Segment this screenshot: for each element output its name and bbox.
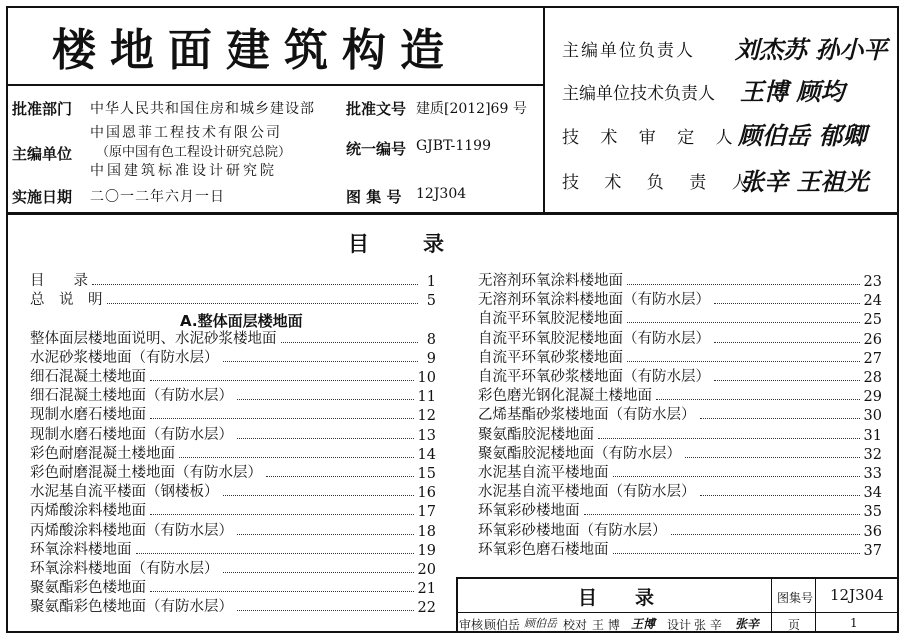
toc-entry-page: 23	[863, 274, 882, 290]
toc-entry[interactable]	[478, 540, 882, 559]
toc-leader-dots	[656, 399, 860, 400]
toc-entry[interactable]	[30, 482, 436, 501]
title-block-page-label: 页	[788, 618, 801, 632]
toc-entry[interactable]	[478, 271, 882, 290]
toc-entry-title: 乙烯基酯砂浆楼地面（有防水层）	[478, 407, 696, 424]
sig-names-4: 张辛 王祖光	[740, 167, 869, 196]
toc-entry-title: 自流平环氧砂浆楼地面	[478, 349, 623, 366]
toc-entry-title: 聚氨酯胶泥楼地面（有防水层）	[478, 445, 681, 462]
toc-entry-page: 19	[417, 542, 436, 559]
toc-entry-title: 彩色耐磨混凝土楼地面（有防水层）	[30, 465, 262, 481]
editor-line2: （原中国有色工程设计研究总院）	[96, 145, 292, 160]
toc-entry[interactable]	[30, 348, 436, 367]
approval-no: 建质[2012]69 号	[416, 101, 527, 117]
toc-entry-title: 水泥砂浆楼地面（有防水层）	[30, 349, 219, 366]
title-block-title: 目 录	[578, 587, 655, 609]
toc-leader-dots	[150, 380, 414, 381]
toc-leader-dots	[714, 303, 860, 304]
unified-no-label: 统一编号	[346, 140, 407, 158]
toc-leader-dots	[237, 534, 414, 535]
toc-entry-page: 20	[417, 562, 436, 578]
toc-entry-title: 细石混凝土楼地面	[30, 369, 146, 385]
toc-entry-page: 34	[863, 485, 882, 502]
designer-signature: 张辛	[735, 617, 760, 631]
toc-entry-page: 32	[863, 446, 882, 463]
header-vertical-divider	[543, 6, 545, 214]
toc-entry-page: 16	[417, 485, 436, 502]
toc-entry-title: 聚氨酯彩色楼地面	[30, 580, 146, 597]
toc-entry[interactable]	[478, 386, 882, 405]
toc-entry-page: 1	[426, 274, 436, 290]
toc-leader-dots	[714, 342, 860, 343]
title-block-top	[456, 577, 899, 579]
toc-entry-title: 目 录	[30, 273, 88, 289]
sig-names-3: 顾伯岳 郁卿	[738, 121, 867, 150]
toc-entry-title: 无溶剂环氧涂料楼地面（有防水层）	[478, 292, 710, 309]
toc-entry[interactable]	[30, 597, 436, 616]
toc-entry-title: 现制水磨石楼地面	[30, 407, 146, 424]
review-label: 审核	[459, 618, 484, 632]
toc-entry[interactable]	[30, 444, 436, 463]
toc-entry-page: 25	[863, 312, 882, 329]
toc-entry-title: 环氧涂料楼地面	[30, 541, 132, 558]
sig-role-3: 技 术 审 定 人	[562, 128, 735, 148]
toc-entry-title: 自流平环氧砂浆楼地面（有防水层）	[478, 369, 710, 385]
toc-entry-page: 37	[863, 542, 882, 559]
toc-entry[interactable]	[478, 425, 882, 444]
toc-entry[interactable]	[30, 386, 436, 405]
approval-dept: 中华人民共和国住房和城乡建设部	[90, 101, 315, 117]
toc-entry-title: 环氧彩色磨石楼地面	[478, 541, 609, 558]
toc-entry[interactable]	[30, 540, 436, 559]
toc-leader-dots	[237, 399, 414, 400]
toc-entry[interactable]	[30, 405, 436, 424]
toc-entry-title: 环氧彩砂楼地面	[478, 503, 580, 520]
title-block-div2	[815, 577, 816, 633]
sig-role-4: 技 术 负 责 人	[562, 173, 751, 193]
toc-entry[interactable]	[478, 405, 882, 424]
toc-entry[interactable]	[30, 521, 436, 540]
toc-leader-dots	[613, 476, 860, 477]
title-block-left	[456, 577, 458, 633]
toc-entry-page: 29	[863, 389, 882, 406]
checker: 王 博	[592, 618, 620, 632]
toc-leader-dots	[237, 438, 414, 439]
sig-role-2: 主编单位技术负责人	[562, 84, 715, 104]
toc-leader-dots	[584, 514, 860, 515]
approval-no-label: 批准文号	[346, 100, 407, 118]
toc-leader-dots	[223, 495, 414, 496]
toc-leader-dots	[223, 572, 414, 573]
title-underline	[6, 84, 544, 86]
toc-entry[interactable]	[478, 309, 882, 328]
toc-entry-title: 现制水磨石楼地面（有防水层）	[30, 426, 233, 443]
toc-entry[interactable]	[478, 290, 882, 309]
toc-entry[interactable]	[478, 463, 882, 482]
toc-entry[interactable]	[30, 329, 436, 348]
toc-leader-dots	[714, 380, 860, 381]
toc-leader-dots	[700, 418, 860, 419]
toc-heading: 目 录	[348, 232, 448, 256]
sig-names-1: 刘杰苏 孙小平	[735, 35, 888, 64]
toc-entry[interactable]	[30, 290, 436, 309]
toc-leader-dots	[671, 534, 860, 535]
toc-leader-dots	[627, 361, 860, 362]
toc-entry-page: 5	[426, 293, 436, 310]
toc-entry-page: 28	[863, 370, 882, 386]
toc-leader-dots	[107, 303, 419, 304]
toc-entry-page: 35	[863, 504, 882, 521]
toc-entry[interactable]	[30, 367, 436, 386]
title-block-page-no: 1	[850, 616, 858, 630]
toc-leader-dots	[223, 361, 419, 362]
toc-entry-title: 水泥基自流平楼地面（有防水层）	[478, 484, 696, 501]
title-block-div1	[771, 577, 772, 633]
title-block-atlas-label: 图集号	[777, 591, 814, 605]
toc-entry[interactable]	[30, 271, 436, 290]
toc-entry-title: 总 说 明	[30, 292, 103, 309]
toc-entry-page: 21	[417, 581, 436, 598]
title-block-atlas-no: 12J304	[830, 586, 884, 604]
toc-entry-title: 丙烯酸涂料楼地面	[30, 503, 146, 520]
toc-leader-dots	[598, 438, 860, 439]
toc-leader-dots	[150, 418, 414, 419]
toc-entry-page: 12	[417, 408, 436, 425]
toc-entry-page: 31	[863, 427, 882, 444]
toc-entry-title: 水泥基自流平楼地面	[478, 465, 609, 481]
toc-entry-title: 自流平环氧胶泥楼地面	[478, 311, 623, 328]
checker-signature: 王博	[631, 617, 656, 631]
designer: 张 辛	[694, 618, 722, 632]
toc-entry-title: 细石混凝土楼地面（有防水层）	[30, 388, 233, 405]
atlas-no-label: 图 集 号	[346, 188, 402, 206]
toc-entry-page: 8	[426, 331, 436, 348]
unified-no: GJBT-1199	[416, 138, 491, 154]
toc-entry[interactable]	[30, 463, 436, 482]
toc-entry[interactable]	[478, 329, 882, 348]
toc-entry-title: 整体面层楼地面说明、水泥砂浆楼地面	[30, 330, 277, 347]
toc-entry[interactable]	[30, 425, 436, 444]
approval-dept-label: 批准部门	[12, 100, 73, 118]
title-block-mid	[456, 612, 899, 613]
toc-entry-title: 聚氨酯胶泥楼地面	[478, 426, 594, 443]
toc-entry-title: 水泥基自流平楼面（钢楼板）	[30, 484, 219, 501]
toc-entry-page: 14	[417, 446, 436, 463]
toc-entry-title: 自流平环氧胶泥楼地面（有防水层）	[478, 330, 710, 347]
toc-entry-page: 9	[426, 350, 436, 367]
toc-leader-dots	[92, 284, 418, 285]
toc-leader-dots	[179, 457, 414, 458]
toc-entry-page: 26	[863, 331, 882, 348]
toc-entry[interactable]	[478, 521, 882, 540]
toc-entry-page: 13	[417, 427, 436, 444]
toc-leader-dots	[627, 284, 860, 285]
editor-line1: 中国恩菲工程技术有限公司	[90, 125, 282, 141]
toc-entry[interactable]	[478, 482, 882, 501]
toc-leader-dots	[150, 591, 414, 592]
toc-entry[interactable]	[478, 444, 882, 463]
toc-entry-page: 18	[417, 523, 436, 540]
toc-entry-page: 24	[863, 293, 882, 310]
toc-leader-dots	[281, 342, 419, 343]
toc-entry-title: 彩色磨光钢化混凝土楼地面	[478, 388, 652, 405]
toc-entry-title: 环氧涂料楼地面（有防水层）	[30, 561, 219, 577]
toc-entry-title: 环氧彩砂楼地面（有防水层）	[478, 522, 667, 539]
toc-entry[interactable]	[30, 578, 436, 597]
toc-entry-title: 丙烯酸涂料楼地面（有防水层）	[30, 522, 233, 539]
sig-names-2: 王博 顾均	[740, 77, 845, 106]
toc-entry-page: 17	[417, 504, 436, 521]
toc-leader-dots	[685, 457, 860, 458]
reviewer: 顾伯岳	[484, 618, 521, 632]
toc-entry-page: 33	[863, 466, 882, 482]
toc-entry[interactable]	[30, 559, 436, 578]
toc-entry[interactable]	[478, 367, 882, 386]
toc-leader-dots	[237, 610, 414, 611]
editor-label: 主编单位	[12, 145, 73, 163]
toc-entry-title: 聚氨酯彩色楼地面（有防水层）	[30, 599, 233, 616]
toc-entry-page: 10	[417, 370, 436, 386]
toc-entry[interactable]	[478, 348, 882, 367]
editor-line3: 中国建筑标准设计研究院	[90, 163, 277, 179]
toc-entry-title: 彩色耐磨混凝土楼地面	[30, 445, 175, 462]
check-label: 校对	[563, 618, 588, 632]
toc-entry-page: 27	[863, 350, 882, 367]
toc-leader-dots	[700, 495, 860, 496]
atlas-no: 12J304	[416, 186, 467, 202]
toc-leader-dots	[150, 514, 414, 515]
toc-entry-page: 15	[417, 466, 436, 482]
toc-entry-page: 36	[863, 523, 882, 540]
toc-leader-dots	[613, 553, 860, 554]
header-bottom-line	[6, 212, 899, 215]
impl-date: 二〇一二年六月一日	[90, 189, 225, 205]
toc-leader-dots	[136, 553, 414, 554]
page-title: 楼地面建筑构造	[52, 25, 458, 76]
design-label: 设计	[667, 618, 692, 632]
impl-date-label: 实施日期	[12, 188, 73, 206]
toc-leader-dots	[627, 322, 860, 323]
toc-entry-page: 22	[417, 600, 436, 617]
toc-entry[interactable]	[478, 501, 882, 520]
toc-entry[interactable]	[30, 501, 436, 520]
sig-role-1: 主编单位负责人	[562, 41, 695, 61]
toc-section-heading: A.整体面层楼地面	[180, 312, 303, 331]
toc-entry-page: 11	[417, 389, 436, 406]
toc-entry-title: 无溶剂环氧涂料楼地面	[478, 273, 623, 289]
reviewer-signature: 顾伯岳	[524, 617, 557, 630]
toc-leader-dots	[266, 476, 414, 477]
toc-entry-page: 30	[863, 408, 882, 425]
